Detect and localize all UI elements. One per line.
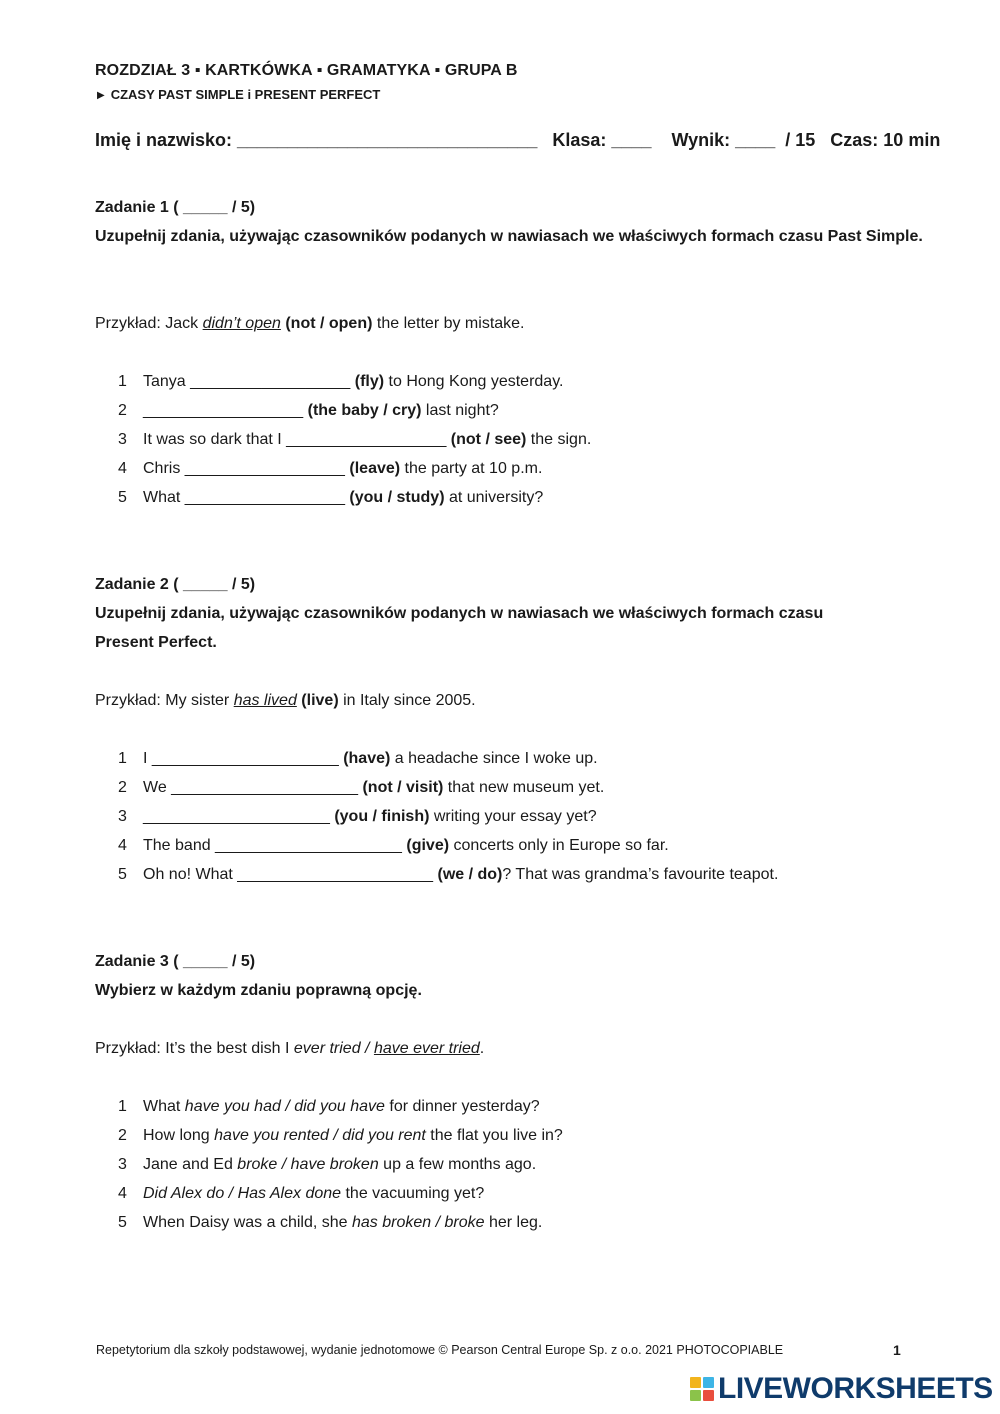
score-total: / 15 bbox=[785, 130, 816, 150]
list-item bbox=[118, 1185, 484, 1203]
item-rest-text: the sign. bbox=[526, 431, 592, 448]
list-item bbox=[118, 489, 543, 507]
item-gap-text[interactable]: I _____________________ bbox=[143, 750, 344, 767]
item-verb-hint: (you / finish) bbox=[334, 808, 430, 825]
item-rest-text: the party at 10 p.m. bbox=[400, 460, 543, 477]
time-label: Czas: 10 min bbox=[830, 130, 941, 150]
item-number: 4 bbox=[118, 1185, 127, 1202]
item-rest-text: a headache since I woke up. bbox=[390, 750, 598, 767]
list-item bbox=[118, 460, 542, 478]
task3-heading: Zadanie 3 ( _____ / 5) bbox=[95, 953, 256, 970]
item-rest-text: that new museum yet. bbox=[443, 779, 605, 796]
item-gap-text[interactable]: We _____________________ bbox=[143, 779, 363, 796]
item-options[interactable]: have you had / did you have bbox=[184, 1098, 385, 1115]
item-gap-text[interactable]: It was so dark that I __________________ bbox=[143, 431, 451, 448]
item-verb-hint: (the baby / cry) bbox=[307, 402, 422, 419]
item-gap-text[interactable]: _____________________ bbox=[143, 808, 335, 825]
item-number: 3 bbox=[118, 808, 127, 825]
name-field-label[interactable]: Imię i nazwisko: ______________________________ bbox=[95, 130, 538, 150]
task2-instruction: Uzupełnij zdania, używając czasowników podanych w nawiasach we właściwych formach czasu Present Perfect. bbox=[95, 605, 824, 651]
student-info-line bbox=[95, 130, 940, 151]
item-rest-text: writing your essay yet? bbox=[429, 808, 597, 825]
item-options[interactable]: Did Alex do / Has Alex done bbox=[143, 1185, 342, 1202]
item-number: 5 bbox=[118, 866, 127, 883]
item-number: 1 bbox=[118, 1098, 127, 1115]
item-number: 2 bbox=[118, 1127, 127, 1144]
liveworksheets-wordmark: LIVEWORKSHEETS bbox=[718, 1372, 993, 1405]
list-item bbox=[118, 431, 591, 449]
item-verb-hint: (you / study) bbox=[349, 489, 445, 506]
item-text-before: What bbox=[143, 1098, 185, 1115]
list-item bbox=[118, 808, 597, 826]
item-rest-text: last night? bbox=[421, 402, 499, 419]
task1-instruction: Uzupełnij zdania, używając czasowników podanych w nawiasach we właściwych formach czasu Past Simple. bbox=[95, 228, 923, 245]
item-number: 3 bbox=[118, 431, 127, 448]
footer-text: Repetytorium dla szkoły podstawowej, wydanie jednotomowe © Pearson Central Europe Sp. z o.o. 2021 PHOTOCOPIABLE bbox=[96, 1343, 784, 1357]
item-gap-text[interactable]: Tanya __________________ bbox=[143, 373, 355, 390]
list-item bbox=[118, 750, 598, 768]
list-item bbox=[118, 1214, 542, 1232]
item-number: 1 bbox=[118, 750, 127, 767]
task1-heading: Zadanie 1 ( _____ / 5) bbox=[95, 199, 256, 216]
item-text-before: Jane and Ed bbox=[143, 1156, 238, 1173]
item-verb-hint: (not / visit) bbox=[362, 779, 444, 796]
item-text-after: for dinner yesterday? bbox=[384, 1098, 540, 1115]
item-number: 4 bbox=[118, 837, 127, 854]
item-text-after: up a few months ago. bbox=[378, 1156, 537, 1173]
item-options[interactable]: broke / have broken bbox=[237, 1156, 379, 1173]
triangle-bullet-icon: ▶ bbox=[97, 90, 105, 101]
item-text-after: her leg. bbox=[484, 1214, 543, 1231]
list-item bbox=[118, 866, 778, 884]
list-item bbox=[118, 1098, 540, 1116]
task2-heading: Zadanie 2 ( _____ / 5) bbox=[95, 576, 256, 593]
item-number: 2 bbox=[118, 779, 127, 796]
task1-example: Przykład: Jack didn’t open (not / open) the letter by mistake. bbox=[95, 315, 525, 332]
item-number: 5 bbox=[118, 489, 127, 506]
item-number: 5 bbox=[118, 1214, 127, 1231]
item-rest-text: concerts only in Europe so far. bbox=[449, 837, 669, 854]
item-rest-text: to Hong Kong yesterday. bbox=[384, 373, 564, 390]
item-rest-text: ? That was grandma’s favourite teapot. bbox=[502, 866, 779, 883]
item-gap-text[interactable]: Chris __________________ bbox=[143, 460, 350, 477]
item-number: 1 bbox=[118, 373, 127, 390]
item-verb-hint: (fly) bbox=[354, 373, 385, 390]
item-options[interactable]: has broken / broke bbox=[351, 1214, 485, 1231]
list-item bbox=[118, 837, 669, 855]
item-gap-text[interactable]: What __________________ bbox=[143, 489, 350, 506]
item-gap-text[interactable]: Oh no! What ______________________ bbox=[143, 866, 438, 883]
task2-example: Przykład: My sister has lived (live) in Italy since 2005. bbox=[95, 692, 476, 709]
liveworksheets-logo-icon bbox=[690, 1377, 714, 1401]
item-number: 2 bbox=[118, 402, 127, 419]
item-verb-hint: (we / do) bbox=[437, 866, 503, 883]
item-number: 3 bbox=[118, 1156, 127, 1173]
score-field-label[interactable]: Wynik: ____ bbox=[671, 130, 776, 150]
task3-example: Przykład: It’s the best dish I ever tried / have ever tried. bbox=[95, 1040, 485, 1057]
item-number: 4 bbox=[118, 460, 127, 477]
item-options[interactable]: have you rented / did you rent bbox=[214, 1127, 426, 1144]
item-gap-text[interactable]: The band _____________________ bbox=[143, 837, 407, 854]
item-text-before: How long bbox=[143, 1127, 215, 1144]
item-text-before: When Daisy was a child, she bbox=[143, 1214, 352, 1231]
list-item bbox=[118, 402, 499, 420]
task3-instruction: Wybierz w każdym zdaniu poprawną opcję. bbox=[95, 982, 422, 999]
worksheet-subtitle bbox=[97, 87, 380, 102]
list-item bbox=[118, 373, 563, 391]
subtitle-text: CZASY PAST SIMPLE i PRESENT PERFECT bbox=[110, 87, 381, 102]
liveworksheets-brand[interactable] bbox=[690, 1372, 993, 1406]
item-verb-hint: (not / see) bbox=[450, 431, 527, 448]
page-number: 1 bbox=[893, 1342, 901, 1358]
item-text-after: the flat you live in? bbox=[425, 1127, 563, 1144]
list-item bbox=[118, 779, 604, 797]
item-rest-text: at university? bbox=[444, 489, 544, 506]
item-verb-hint: (have) bbox=[343, 750, 391, 767]
worksheet-title: ROZDZIAŁ 3 ▪ KARTKÓWKA ▪ GRAMATYKA ▪ GRUPA B bbox=[95, 62, 518, 79]
list-item bbox=[118, 1156, 536, 1174]
item-text-after: the vacuuming yet? bbox=[341, 1185, 485, 1202]
item-gap-text[interactable]: __________________ bbox=[143, 402, 308, 419]
list-item bbox=[118, 1127, 563, 1145]
class-field-label[interactable]: Klasa: ____ bbox=[552, 130, 652, 150]
item-verb-hint: (leave) bbox=[349, 460, 401, 477]
item-verb-hint: (give) bbox=[406, 837, 450, 854]
